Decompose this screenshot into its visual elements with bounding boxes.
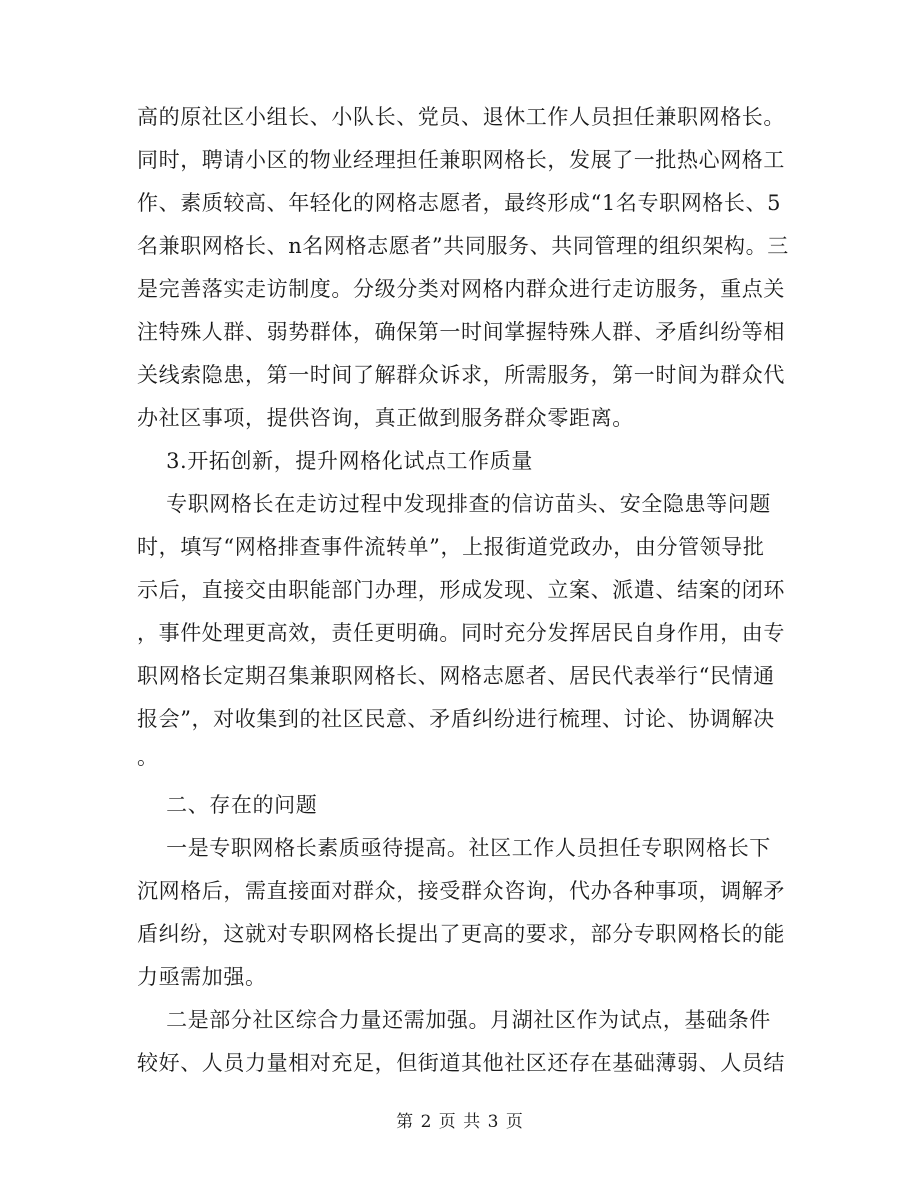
page-number-footer: 第 2 页 共 3 页 — [396, 1112, 524, 1132]
section-heading: 二、存在的问题 — [137, 793, 318, 817]
body-line: 高的原社区小组长、小队长、党员、退休工作人员担任兼职网格长。 — [137, 105, 785, 129]
body-line: 一是专职网格长素质亟待提高。社区工作人员担任专职网格长下 — [137, 836, 771, 860]
body-line: 作、素质较高、年轻化的网格志愿者，最终形成“1名专职网格长、5 — [137, 191, 782, 215]
body-line: 二是部分社区综合力量还需加强。月湖社区作为试点，基础条件 — [137, 1008, 771, 1032]
body-line: 名兼职网格长、n名网格志愿者”共同服务、共同管理的组织架构。三 — [137, 234, 789, 258]
body-line: 盾纠纷，这就对专职网格长提出了更高的要求，部分专职网格长的能 — [137, 922, 785, 946]
body-line: 专职网格长在走访过程中发现排查的信访苗头、安全隐患等问题 — [137, 492, 771, 516]
body-line: 注特殊人群、弱势群体，确保第一时间掌握特殊人群、矛盾纠纷等相 — [137, 320, 785, 344]
section-heading: 3.开拓创新，提升网格化试点工作质量 — [137, 449, 533, 473]
body-line: 。 — [137, 745, 159, 769]
body-line: 报会”，对收集到的社区民意、矛盾纠纷进行梳理、讨论、协调解决 — [137, 707, 775, 731]
body-line: 关线索隐患，第一时间了解群众诉求，所需服务，第一时间为群众代 — [137, 363, 785, 387]
body-line: 是完善落实走访制度。分级分类对网格内群众进行走访服务，重点关 — [137, 277, 785, 301]
body-line: 力亟需加强。 — [137, 965, 267, 989]
body-line: 沉网格后，需直接面对群众，接受群众咨询，代办各种事项，调解矛 — [137, 879, 785, 903]
body-line: ，事件处理更高效，责任更明确。同时充分发挥居民自身作用，由专 — [137, 621, 785, 645]
body-line: 职网格长定期召集兼职网格长、网格志愿者、居民代表举行“民情通 — [137, 664, 775, 688]
body-line: 办社区事项，提供咨询，真正做到服务群众零距离。 — [137, 406, 634, 430]
body-line: 较好、人员力量相对充足，但街道其他社区还存在基础薄弱、人员结 — [137, 1051, 785, 1075]
body-line: 时，填写“网格排查事件流转单”，上报街道党政办，由分管领导批 — [137, 535, 765, 559]
body-line: 同时，聘请小区的物业经理担任兼职网格长，发展了一批热心网格工 — [137, 148, 785, 172]
body-line: 示后，直接交由职能部门办理，形成发现、立案、派遣、结案的闭环 — [137, 578, 785, 602]
